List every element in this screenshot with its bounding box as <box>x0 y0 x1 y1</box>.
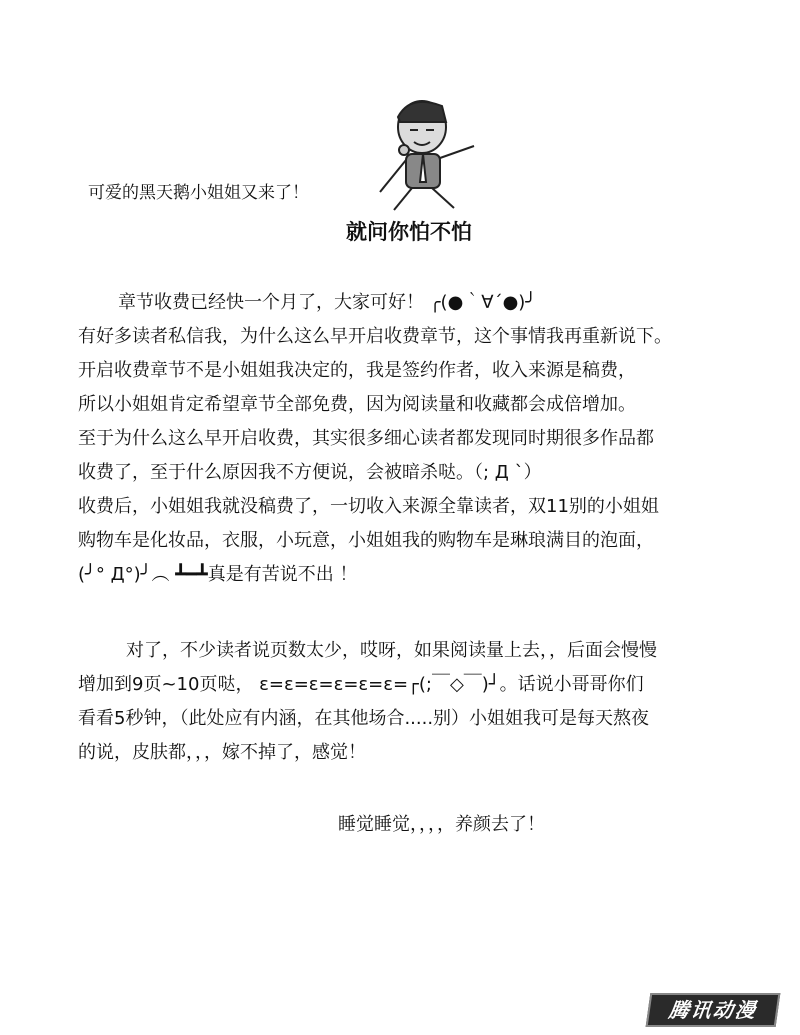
paragraph1-line: 有好多读者私信我，为什么这么早开启收费章节，这个事情我再重新说下。 <box>78 326 672 347</box>
paragraph2-line: 的说，皮肤都，，，嫁不掉了，感觉！ <box>78 742 366 763</box>
paragraph1-line: 章节收费已经快一个月了，大家可好！ ╭(●｀∀´●)╯ <box>118 292 537 313</box>
paragraph1-line: 至于为什么这么早开启收费，其实很多细心读者都发现同时期很多作品都 <box>78 428 654 449</box>
paragraph2-line: 增加到9页~10页哒， ε=ε=ε=ε=ε=ε=┌(;￣◇￣)┘。话说小哥哥你们 <box>78 674 644 695</box>
intro-text: 可爱的黑天鹅小姐姐又来了！ <box>88 183 309 203</box>
paragraph1-line: (╯° Д°)╯︵ ┻━┻真是有苦说不出 ！ <box>78 564 358 585</box>
paragraph2-line: 看看5秒钟，（此处应有内涵，在其他场合.....别）小姐姐我可是每天熬夜 <box>78 708 650 729</box>
headline: 就问你怕不怕 <box>346 220 472 244</box>
closing-text: 睡觉睡觉，，，，养颜去了！ <box>338 814 545 835</box>
paragraph1-line: 收费后，小姐姐我就没稿费了，一切收入来源全靠读者，双11别的小姐姐 <box>78 496 659 517</box>
paragraph1-line: 收费了，至于什么原因我不方便说，会被暗杀哒。（; Д `） <box>78 462 542 483</box>
paragraph1-line: 开启收费章节不是小姐姐我决定的，我是签约作者，收入来源是稿费， <box>78 360 636 381</box>
sticker-illustration <box>370 92 485 212</box>
paragraph1-line: 所以小姐姐肯定希望章节全部免费，因为阅读量和收藏都会成倍增加。 <box>78 394 636 415</box>
paragraph1-line: 购物车是化妆品，衣服，小玩意，小姐姐我的购物车是琳琅满目的泡面， <box>78 530 654 551</box>
paragraph2-line: 对了，不少读者说页数太少，哎呀，如果阅读量上去，，后面会慢慢 <box>126 640 657 661</box>
watermark-logo: 腾讯动漫 <box>646 993 781 1027</box>
